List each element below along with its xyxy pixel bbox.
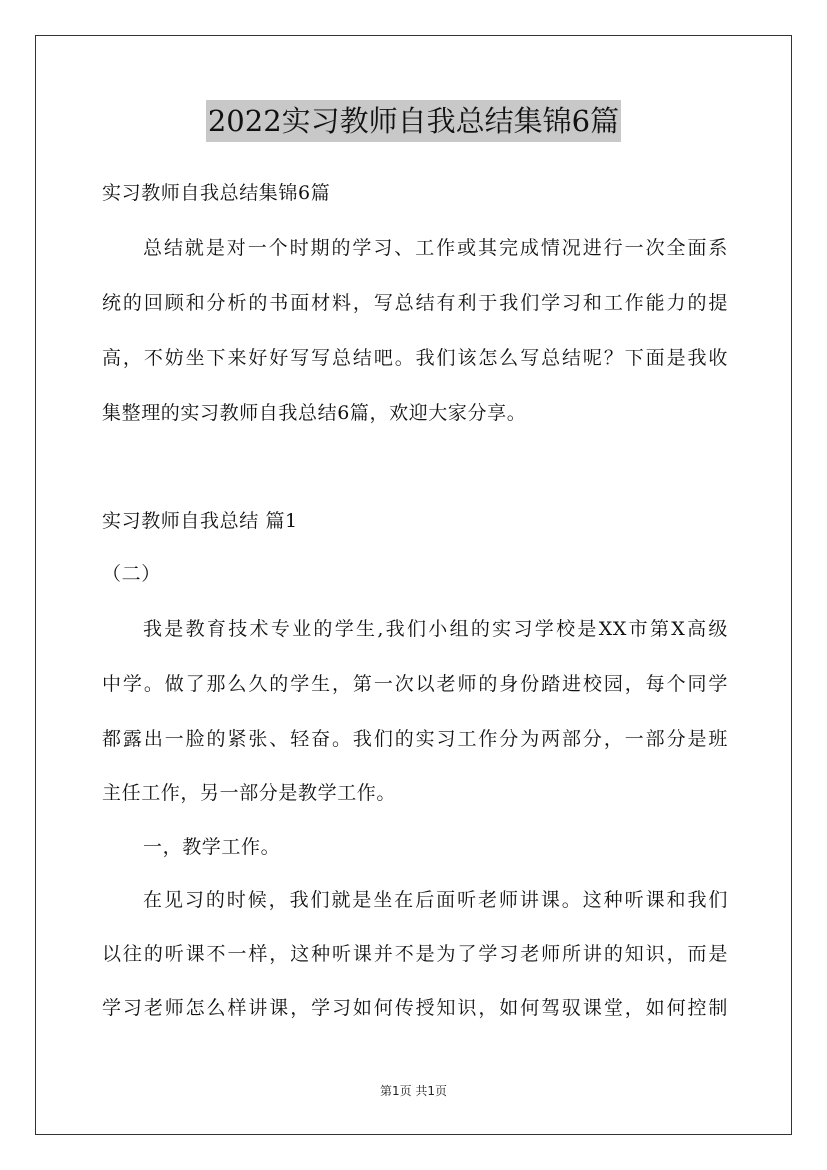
para3-line-2: 以往的听课不一样，这种听课并不是为了学习老师所讲的知识，而是 <box>102 943 728 965</box>
section-subheading: （二） <box>102 563 161 585</box>
document-subtitle: 实习教师自我总结集锦6篇 <box>102 182 331 204</box>
intro-line-4: 集整理的实习教师自我总结6篇，欢迎大家分享。 <box>102 402 527 424</box>
intro-line-2: 统的回顾和分析的书面材料，写总结有利于我们学习和工作能力的提 <box>102 292 728 314</box>
para3-line-1: 在见习的时候，我们就是坐在后面听老师讲课。这种听课和我们 <box>143 889 728 911</box>
section-heading: 实习教师自我总结 篇1 <box>102 510 298 532</box>
page-footer: 第1页 共1页 <box>379 1084 448 1098</box>
para1-line-1: 我是教育技术专业的学生,我们小组的实习学校是XX市第X高级 <box>143 618 728 640</box>
intro-line-3: 高，不妨坐下来好好写写总结吧。我们该怎么写总结呢？下面是我收 <box>102 347 728 369</box>
document-title: 2022实习教师自我总结集锦6篇 <box>206 100 621 142</box>
title-container <box>0 100 827 142</box>
para2-line: 一，教学工作。 <box>143 836 281 858</box>
para1-line-4: 主任工作，另一部分是教学工作。 <box>102 782 397 804</box>
intro-line-1: 总结就是对一个时期的学习、工作或其完成情况进行一次全面系 <box>143 237 728 259</box>
para1-line-2: 中学。做了那么久的学生，第一次以老师的身份踏进校园，每个同学 <box>102 673 728 695</box>
para1-line-3: 都露出一脸的紧张、轻奋。我们的实习工作分为两部分，一部分是班 <box>102 728 728 750</box>
para3-line-3: 学习老师怎么样讲课，学习如何传授知识，如何驾驭课堂，如何控制 <box>102 997 728 1019</box>
